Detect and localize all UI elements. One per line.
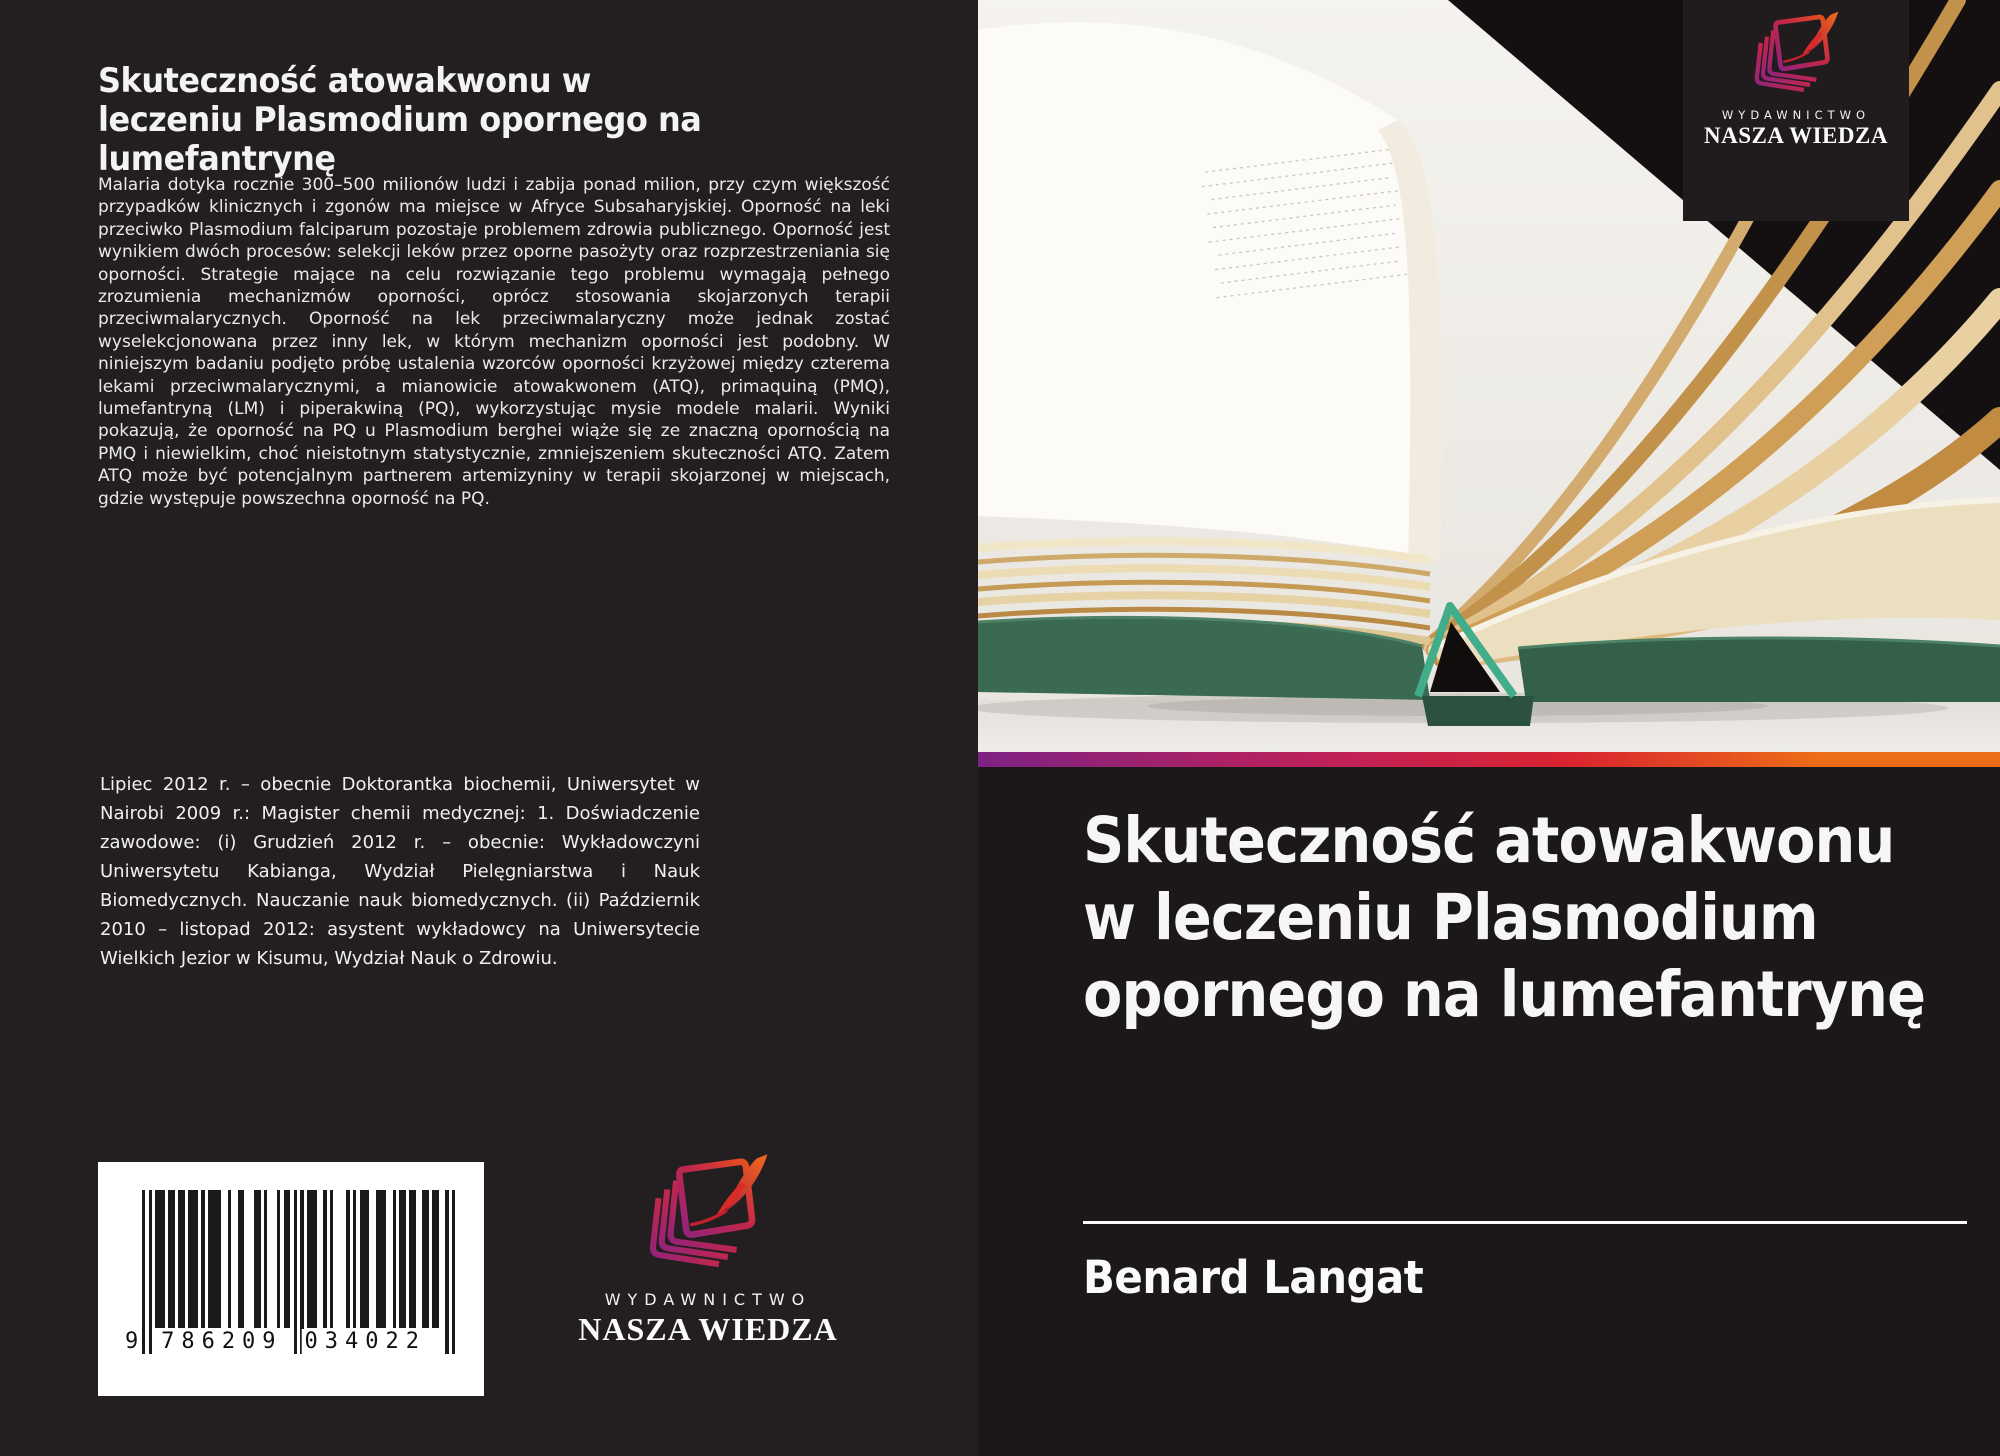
pages-feather-icon: [629, 1152, 787, 1284]
barcode-bars: [124, 1190, 458, 1356]
front-title-line: w leczeniu Plasmodium: [1083, 881, 1818, 954]
barcode-bar: [238, 1190, 245, 1328]
back-title-line: lumefantrynę: [98, 139, 336, 179]
back-cover: [0, 0, 978, 1456]
publisher-logo: [578, 1152, 838, 1348]
barcode-bar: [360, 1190, 370, 1328]
front-title-line: opornego na lumefantrynę: [1083, 958, 1926, 1031]
front-title-line: Skuteczność atowakwonu: [1083, 804, 1895, 877]
barcode-space: [221, 1190, 228, 1328]
barcode-space: [333, 1190, 346, 1328]
accent-stripe: [978, 752, 2000, 767]
author-bio-text: Lipiec 2012 r. – obecnie Doktorantka biochemii, Uniwersytet w Nairobi 2009 r.: Magister chemii medycznej: 1. Doświadczenie zawodowe: (i) Grudzień 2012 r. – obecnie: Wykładowczyni Uniwersytetu Kabianga, Wydział Pielęgniarstwa i Nauk Biomedycznych. Nauczanie nauk biomedycznych. (ii) Październik 2010 – listopad 2012: asystent wykładowcy na Uniwersytecie Wielkich Jezior w Kisumu, Wydział Nauk o Zdrowiu.: [100, 774, 700, 969]
publisher-name-top: WYDAWNICTWO: [1721, 108, 1871, 122]
barcode-digit-group: 9: [125, 1329, 139, 1354]
barcode-bar: [376, 1190, 386, 1328]
barcode-bar: [284, 1190, 291, 1328]
pages-feather-icon: [1740, 10, 1852, 104]
divider-line: [1083, 1221, 1967, 1224]
barcode-bar: [307, 1190, 317, 1328]
barcode-bar: [208, 1190, 221, 1328]
barcode-bar: [409, 1190, 416, 1328]
publisher-logo: [1683, 10, 1909, 149]
barcode-space: [244, 1190, 254, 1328]
barcode-bar: [168, 1190, 175, 1328]
barcode-bar: [422, 1190, 429, 1328]
author-name: Benard Langat: [1083, 1251, 1424, 1304]
publisher-name: NASZA WIEDZA: [578, 1311, 838, 1347]
back-title: [98, 62, 740, 179]
barcode-bar: [452, 1190, 455, 1354]
barcode-bar: [188, 1190, 198, 1328]
back-title-line: leczeniu Plasmodium opornego na: [98, 100, 702, 140]
barcode: [98, 1162, 484, 1396]
barcode-bar: [155, 1190, 165, 1328]
front-title: [1083, 802, 2000, 1033]
front-cover: [978, 0, 2000, 1456]
barcode-digit-group: 034022: [302, 1329, 429, 1354]
barcode-space: [416, 1190, 423, 1328]
barcode-space: [267, 1190, 277, 1328]
barcode-space: [231, 1190, 238, 1328]
barcode-space: [369, 1190, 376, 1328]
barcode-bar: [254, 1190, 261, 1328]
barcode-space: [317, 1190, 324, 1328]
barcode-bar: [399, 1190, 406, 1328]
back-title-line: Skuteczność atowakwonu w: [98, 61, 591, 101]
barcode-space: [386, 1190, 393, 1328]
barcode-space: [439, 1190, 446, 1328]
barcode-digit-group: 786209: [158, 1329, 285, 1354]
publisher-name: NASZA WIEDZA: [1704, 123, 1888, 148]
publisher-name-top: WYDAWNICTWO: [604, 1290, 812, 1309]
barcode-bar: [432, 1190, 439, 1328]
publisher-badge: [1683, 0, 1909, 221]
barcode-bar: [178, 1190, 185, 1328]
synopsis-text: Malaria dotyka rocznie 300–500 milionów ludzi i zabija ponad milion, przy czym większość przypadków klinicznych i zgonów ma miejsce w Afryce Subsaharyjskiej. Oporność na leki przeciwko Plasmodium falciparum pozostaje problemem zdrowia publicznego. Oporność jest wynikiem dwóch procesów: selekcji leków przez oporne pasożyty oraz rozprzestrzeniania się oporności. Strategie mające na celu rozwiązanie tego problemu wymagają pełnego zrozumienia mechanizmów oporności, oprócz stosowania skojarzonych terapii przeciwmalarycznych. Oporność na lek przeciwmalaryczny może jednak zostać wyselekcjonowana przez inny lek, w którym mechanizm oporności jest podobny. W niniejszym badaniu podjęto próbę ustalenia wzorców oporności krzyżowej między czterema lekami przeciwmalarycznymi, a mianowicie atowakwonem (ATQ), primaquiną (PMQ), lumefantryną (LM) i piperakwiną (PQ), wykorzystując mysie modele malarii. Wyniki pokazują, że oporność na PQ u Plasmodium berghei wiąże się ze znaczną opornością na PMQ i niewielkim, choć nieistotnym statystycznie, zmniejszeniem skuteczności ATQ. Zatem ATQ może być potencjalnym partnerem artemizyniny w terapii skojarzonej w miejscach, gdzie występuje powszechna oporność na PQ.: [98, 175, 890, 509]
